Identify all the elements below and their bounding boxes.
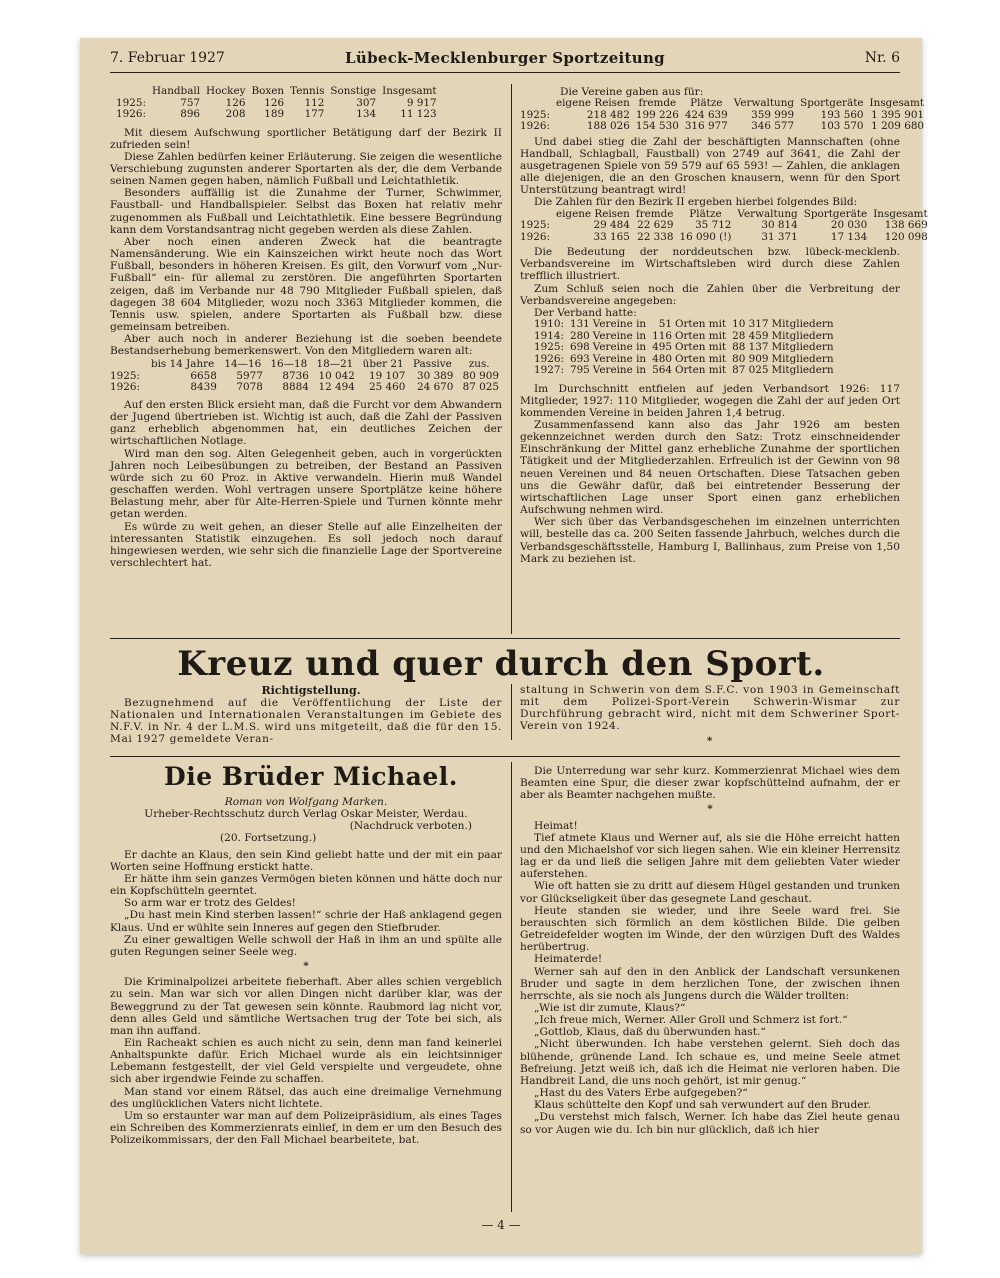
- paragraph: Klaus schüttelte den Kopf und sah verwundert auf den Bruder.: [534, 1099, 871, 1112]
- table-cell: 88 137: [732, 341, 769, 354]
- table-cell: 564: [652, 364, 672, 377]
- table-header-cell: Boxen: [251, 85, 285, 97]
- table-cell: 1926:: [116, 108, 146, 120]
- table-cell: 80 909: [462, 369, 499, 382]
- table-cell: Orten mit: [674, 341, 727, 354]
- sport-members-table: [116, 86, 440, 121]
- table-cell: 199 226: [635, 108, 679, 121]
- table-header-cell: Verwaltung: [733, 97, 795, 110]
- table-header-cell: bis 14 Jahre: [150, 358, 215, 371]
- paragraph: Tief atmete Klaus und Werner auf, als sie die Höhe erreicht hatten und den Michaelshof vor sich liegen sahen. Wie ein kleiner Herrensitz lag er da und ließ die seligen Jahre mit dem geliebten Vater wieder auferstehen.: [520, 831, 900, 881]
- table-cell: 1925:: [110, 369, 140, 382]
- table-cell: 1927:: [534, 364, 564, 377]
- table-header-cell: Hockey: [206, 85, 246, 97]
- table-cell: 35 712: [695, 219, 732, 232]
- table-cell: Vereine in: [592, 341, 647, 354]
- table-cell: 16 090 (!): [679, 230, 732, 243]
- header-title: Lübeck-Mecklenburger Sportzeitung: [345, 49, 665, 67]
- paragraph: Zum Schluß seien noch die Zahlen über die Verbreitung der Verbandsvereine angegeben:: [520, 282, 900, 307]
- table-cell: 10 317: [732, 318, 769, 331]
- table-row: [110, 382, 502, 394]
- table-cell: 131: [569, 318, 590, 331]
- table-cell: 33 165: [593, 230, 630, 243]
- table-cell: Mitgliedern: [771, 352, 834, 365]
- paragraph: Diese Zahlen bedürfen keiner Erläuterung. Sie zeigen die wesentliche Verschiebung zugunsten anderer Sportarten als der, die dem Verbande seinen Namen gegen haben, nämlich Fußball und Leichtathletik.: [110, 150, 502, 188]
- table-cell: 24 670: [417, 381, 454, 394]
- table-cell: 87 025: [732, 364, 769, 377]
- paragraph: Besonders auffällig ist die Zunahme der Turner, Schwimmer, Faustball- und Handballspieler. Selbst das Boxen hat relativ mehr zugenommen als Fußball und Leichtathletik. Eine bessere Begründung kann dem Vorstandsantrag nicht gegeben werden als diese Zahlen.: [110, 187, 502, 236]
- table-cell: 1910:: [534, 318, 564, 331]
- column-divider-novel: [511, 762, 512, 1212]
- table-header-cell: 16—18: [270, 358, 308, 371]
- table-row: [520, 220, 931, 232]
- separator-star: *: [303, 960, 309, 973]
- novel-reprint: (Nachdruck verboten.): [349, 820, 472, 833]
- table-cell: 120 098: [884, 230, 928, 243]
- table-cell: 116: [652, 329, 672, 342]
- table-row: [116, 109, 440, 121]
- paragraph: Bezugnehmend auf die Veröffentlichung der Liste der Nationalen und Internationalen Veranstaltungen im Gebiete des N.F.V. in Nr. 4 der L.M.S. wird uns mitgeteilt, daß die für den 15. Mai 1927 gemeldete Veran-: [110, 697, 502, 746]
- header-date: 7. Februar 1927: [110, 50, 225, 66]
- paragraph: Zusammenfassend kann also das Jahr 1926 am besten gekennzeichnet werden durch den Satz: Trotz einschneidender Einschränkung der Mittel ganz erhebliche Zunahme der sportlichen Tätigkeit und der Mitgliederzahlen. Erfreulich ist der Gewinn von 98 neuen Vereinen und 84 neuen Ortschaften. Diese Tatsachen geben uns die Gewähr dafür, daß bei eintretender Besserung der wirtschaftlichen Lage unser Sport einen ganz erheblichen Aufschwung nehmen wird.: [520, 419, 900, 517]
- table-header-cell: fremde: [635, 207, 674, 220]
- table-cell: 1926:: [520, 230, 550, 243]
- paragraph: Werner sah auf den in den Anblick der Landschaft versunkenen Bruder und sagte in dem herzlichen Tone, der zwischen ihnen herrschte, als sie noch als Jungens durch die Wälder trollten:: [520, 965, 900, 1002]
- table-cell: 29 484: [593, 219, 630, 232]
- notice-title: Richtigstellung.: [261, 684, 361, 697]
- page-header: [110, 50, 900, 73]
- table-cell: Vereine in: [592, 364, 647, 377]
- novel-copyright: Urheber-Rechtsschutz durch Verlag Oskar Meister, Werdau.: [144, 808, 468, 821]
- table-header-cell: Sportgeräte: [800, 97, 864, 110]
- table-header-cell: Sportgeräte: [803, 207, 868, 220]
- paragraph: Die Bedeutung der norddeutschen bzw. lübeck-mecklenb. Verbandsvereine im Wirtschaftsleben wird durch diese Zahlen trefflich illustriert.: [520, 246, 900, 283]
- novel-right-column: [520, 765, 900, 1136]
- paragraph: Die Kriminalpolizei arbeitete fieberhaft. Aber alles schien vergeblich zu sein. Man war sich vor allen Dingen nicht darüber klar, was der Beweggrund zu der Tat gewesen sein könnte. Raubmord lag nicht vor, denn alles Geld und sämtliche Wertsachen trug der Tote bei sich, als man ihn auffand.: [110, 976, 502, 1037]
- paragraph: „Du verstehst mich falsch, Werner. Ich habe das Ziel heute genau so vor Augen wie du. Ich bin nur glücklich, daß ich hier: [520, 1111, 900, 1136]
- table-cell: Mitgliedern: [771, 341, 834, 354]
- table-cell: 8736: [282, 369, 309, 382]
- table-header-cell: über 21: [362, 358, 404, 371]
- table-cell: 1926:: [520, 120, 550, 133]
- column-divider-top: [511, 84, 512, 634]
- table-cell: Mitgliedern: [771, 364, 834, 377]
- paragraph: Die Zahlen für den Bezirk II ergeben hierbei folgendes Bild:: [534, 196, 858, 209]
- association-table: [534, 319, 837, 377]
- table-cell: 112: [304, 96, 325, 109]
- paragraph: Und dabei stieg die Zahl der beschäftigten Mannschaften (ohne Handball, Schlagball, Faustball) von 2749 auf 3641, die Zahl der ausgetragenen Spiele von 59 579 auf 65 593! — Zahlen, die anklagen alle diejenigen, die an den Groschen knausern, wenn für den Sport Unterstützung beantragt wird!: [520, 135, 900, 197]
- table-cell: 424 639: [684, 108, 728, 121]
- table-cell: 693: [569, 352, 590, 365]
- table-cell: 25 460: [369, 381, 406, 394]
- paragraph: Wie oft hatten sie zu dritt auf diesem Hügel gestanden und trunken vor Glückseligkeit über das gesegnete Land geschaut.: [520, 880, 900, 905]
- table-header-cell: fremde: [638, 97, 677, 110]
- table-cell: 51: [658, 318, 672, 331]
- table-header-cell: Insgesamt: [869, 97, 925, 110]
- table-cell: 218 482: [586, 108, 630, 121]
- district-table: [520, 209, 931, 244]
- table-cell: 22 629: [637, 219, 674, 232]
- section-rule: [110, 638, 900, 639]
- table-cell: 280: [569, 329, 590, 342]
- paragraph: Um so erstaunter war man auf dem Polizeipräsidium, als eines Tages ein Schreiben des Kommerzienrats einlief, in dem er um den Besuch des Polizeikommissars, der den Fall Michael bearbeitete, bat.: [110, 1109, 502, 1147]
- table-cell: 126: [225, 96, 246, 109]
- table-cell: 20 030: [830, 219, 868, 232]
- table-header-row: [520, 98, 927, 110]
- header-issue: Nr. 6: [864, 50, 900, 66]
- separator-star: *: [706, 734, 714, 747]
- table-cell: 30 389: [417, 369, 454, 382]
- table-cell: 10 042: [318, 369, 355, 382]
- notice-left: [110, 697, 502, 746]
- paragraph: Heute standen sie wieder, und ihre Seele ward frei. Sie berauschten sich förmlich an dem köstlichen Bilde. Die gelben Getreidefelder wogten im Winde, der den würzigen Duft des Waldes herübertrug.: [520, 904, 900, 954]
- table-cell: Orten mit: [674, 352, 727, 365]
- table-cell: 307: [356, 96, 377, 109]
- paragraph: „Ich freue mich, Werner. Aller Groll und Schmerz ist fort.“: [534, 1014, 848, 1027]
- table-cell: 8884: [282, 381, 309, 394]
- table-cell: 134: [356, 108, 377, 120]
- table-cell: 1925:: [520, 108, 550, 121]
- table-cell: Vereine in: [592, 318, 647, 331]
- paragraph: Heimat!: [534, 819, 578, 832]
- table-cell: 80 909: [732, 352, 769, 365]
- paragraph: „Wie ist dir zumute, Klaus?“: [534, 1001, 686, 1014]
- novel-right-text: [520, 765, 900, 1136]
- paragraph: Der Verband hatte:: [534, 306, 637, 319]
- column-divider-notice: [511, 684, 512, 740]
- table-cell: 188 026: [586, 120, 630, 133]
- paragraph: „Nicht überwunden. Ich habe verstehen gelernt. Sieh doch das blühende, grünende Land. Ich schaue es, und meine Seele atmet Befreiung. Jetzt weiß ich, daß ich die Heimat nie verloren haben. Die Handbreit Land, die uns noch gehört, ist mir genug.“: [520, 1038, 900, 1087]
- table-header-cell: [116, 86, 149, 98]
- paragraph: Wird man den sog. Alten Gelegenheit geben, auch in vorgerückten Jahren noch Leibesübungen zu betreiben, der Bestand an Passiven würde sich zu 60 Proz. in Aktive verwandeln. Hierin muß Wandel geschaffen werden. Wohl vertragen unsere Sportplätze keine höhere Belastung mehr, aber für Alte-Herren-Spiele und Turnen könnte mehr getan werden.: [110, 447, 502, 521]
- paragraph: Es würde zu weit gehen, an dieser Stelle auf alle Einzelheiten der interessanten Statistik einzugehen. Es soll jedoch noch darauf hingewiesen werden, wie sehr sich die finanzielle Lage der Sportvereine verschlechtert hat.: [110, 520, 502, 569]
- table-cell: 138 669: [884, 219, 928, 232]
- table-cell: Orten mit: [674, 318, 727, 331]
- table-cell: 154 530: [635, 120, 679, 133]
- table-header-cell: Verwaltung: [737, 207, 798, 220]
- table-cell: 12 494: [318, 381, 355, 394]
- table-cell: Vereine in: [592, 329, 647, 342]
- paragraph: Mit diesem Aufschwung sportlicher Betätigung darf der Bezirk II zufrieden sein!: [110, 126, 502, 151]
- table-cell: 896: [180, 108, 201, 120]
- table-cell: 103 570: [820, 120, 864, 133]
- table-header-cell: eigene Reisen: [555, 97, 630, 110]
- novel-rule: [110, 756, 900, 757]
- table-cell: 1926:: [110, 381, 140, 394]
- table-cell: 5977: [236, 369, 263, 382]
- table-cell: 795: [569, 364, 590, 377]
- paragraph: Er hätte ihm sein ganzes Vermögen bieten können und hätte doch nur ein Kopfschütteln geerntet.: [110, 872, 502, 898]
- table-cell: 480: [652, 352, 672, 365]
- table-cell: Mitgliedern: [771, 318, 834, 331]
- table-cell: Orten mit: [674, 329, 727, 342]
- right-top-column: [520, 86, 928, 565]
- page-number: — 4 —: [481, 1218, 521, 1232]
- table-header-cell: Insgesamt: [873, 207, 928, 220]
- novel-left-column: [110, 796, 502, 1146]
- table-cell: 31 371: [761, 230, 798, 243]
- expenses-table: [520, 98, 927, 133]
- table-row: [520, 121, 927, 133]
- table-header-cell: Insgesamt: [382, 85, 437, 97]
- table-header-cell: Plätze: [689, 207, 722, 220]
- separator-star: *: [707, 803, 713, 816]
- table-cell: 757: [180, 96, 201, 109]
- paragraph: Aber auch noch in anderer Beziehung ist die soeben beendete Bestandserhebung bemerkenswert. Von den Mitgliedern waren alt:: [110, 333, 502, 358]
- paragraph: Auf den ersten Blick ersieht man, daß die Furcht vor dem Abwandern der Jugend übertrieben ist. Wichtig ist auch, daß die Zahl der Passiven ganz erheblich abgenommen hat, ein deutliches Zeichen der wirtschaftlichen Notlage.: [110, 398, 502, 448]
- table-header-cell: Handball: [151, 85, 201, 97]
- table-row: [534, 342, 837, 354]
- paragraph: So arm war er trotz des Geldes!: [124, 897, 296, 910]
- table-header-cell: 14—16: [224, 358, 262, 371]
- table-header-cell: 18—21: [316, 358, 354, 371]
- table-header-row: [116, 86, 440, 98]
- paragraph: „Gottlob, Klaus, daß du überwunden hast.“: [534, 1026, 766, 1039]
- paragraph: Im Durchschnitt entfielen auf jeden Verbandsort 1926: 117 Mitglieder, 1927: 110 Mitglieder, wogegen die Zahl der auf jeden Ort kommenden Vereine in beiden Jahren 1,4 betrug.: [520, 382, 900, 419]
- table-cell: 316 977: [684, 120, 728, 133]
- table-cell: 28 459: [732, 329, 769, 342]
- novel-left-text: [110, 849, 502, 1147]
- table-row: [534, 319, 837, 331]
- table-header-cell: zus.: [468, 358, 490, 371]
- table-cell: 346 577: [751, 120, 795, 133]
- paragraph: Ein Racheakt schien es auch nicht zu sein, denn man fand keinerlei Anhaltspunkte dafür. Erich Michael wurde als ein leichtsinniger Lebemann festgestellt, der viel Geld verspielte und vergeudete, ohne sich aber irgendwie Feinde zu schaffen.: [110, 1036, 502, 1086]
- table-header-cell: [520, 98, 553, 110]
- table-cell: 11 123: [400, 108, 437, 120]
- table-cell: 87 025: [462, 381, 499, 394]
- paragraph: Die Vereine gaben aus für:: [560, 86, 704, 98]
- table-header-cell: Tennis: [290, 85, 325, 97]
- table-row: [520, 232, 931, 244]
- table-header-cell: Plätze: [690, 97, 723, 110]
- left-top-column: [110, 86, 502, 569]
- paragraph: Zu einer gewaltigen Welle schwoll der Haß in ihm an und spülte alle guten Regungen seiner Seele weg.: [110, 933, 502, 958]
- age-table: [110, 359, 502, 394]
- table-cell: 1 395 901: [871, 108, 925, 121]
- notice-right: [520, 684, 900, 751]
- table-cell: 19 107: [369, 369, 406, 382]
- table-cell: Orten mit: [674, 364, 727, 377]
- paragraph: „Hast du des Vaters Erbe aufgegeben?“: [534, 1087, 748, 1100]
- novel-subtitle: Roman von Wolfgang Marken.: [224, 796, 388, 808]
- table-cell: 6658: [190, 369, 217, 382]
- table-cell: 17 134: [830, 230, 868, 243]
- section-headline: Kreuz und quer durch den Sport.: [177, 644, 825, 684]
- table-cell: 1926:: [534, 352, 564, 365]
- table-cell: 359 999: [751, 108, 795, 121]
- paragraph: staltung in Schwerin von dem S.F.C. von 1903 in Gemeinschaft mit dem Polizei-Sport-Verein Schwerin-Wismar zur Durchführung gebracht wird, nicht mit dem Schweriner Sport-Verein von 1924.: [520, 684, 900, 733]
- paragraph: Wer sich über das Verbandsgeschehen im einzelnen unterrichten will, bestelle das ca. 200 Seiten fassende Jahrbuch, welches durch die Verbandsgeschäftsstelle, Hamburg I, Ballinhaus, zum Preise von 1,50 Mark zu beziehen ist.: [520, 516, 900, 565]
- table-cell: Vereine in: [592, 352, 647, 365]
- paragraph: „Du hast mein Kind sterben lassen!“ schrie der Haß anklagend gegen Klaus. Und er wühlte sein Inneres auf gegen den Stiefbruder.: [110, 909, 502, 934]
- paragraph: Man stand vor einem Rätsel, das auch eine dreimalige Vernehmung des unglücklichen Vaters nicht lichtete.: [110, 1085, 502, 1110]
- table-cell: 495: [652, 341, 672, 354]
- table-header-cell: Sonstige: [330, 85, 377, 97]
- paragraph: Er dachte an Klaus, den sein Kind geliebt hatte und der mit ein paar Worten seine Hoffnung erstickt hatte.: [110, 848, 502, 873]
- paragraph: Aber noch einen anderen Zweck hat die beantragte Namensänderung. Wie ein Kainszeichen wirkt heute noch das Wort Fußball, besonders in höheren Kreisen. Es gilt, den Vorwurf vom „Nur-Fußball“ ein- für allemal zu zerstören. Die angeführten Sportarten zeigen, daß im Verbande nur 48 790 Mitglieder Fußball spielen, daß dagegen 38 604 Mitglieder, wozu noch 3363 Mitglieder kommen, die Tennis usw. spielen, andere Sportarten als Fußball bzw. diese gemeinsam betreiben.: [110, 235, 502, 333]
- paragraph: Heimaterde!: [534, 953, 603, 966]
- table-cell: 1914:: [534, 329, 564, 342]
- table-cell: 698: [569, 341, 590, 354]
- table-cell: 30 814: [761, 219, 798, 232]
- table-cell: 1 209 680: [871, 120, 925, 133]
- table-cell: 8439: [190, 381, 217, 394]
- table-header-cell: Passive: [413, 358, 452, 371]
- novel-title: Die Brüder Michael.: [164, 762, 458, 791]
- table-cell: 1925:: [116, 96, 146, 109]
- table-cell: 1925:: [534, 341, 564, 354]
- table-row: [534, 365, 837, 377]
- paragraph: Die Unterredung war sehr kurz. Kommerzienrat Michael wies dem Beamten eine Spur, die dieser zwar kopfschüttelnd aufnahm, der er aber als Beamter nachgehen mußte.: [520, 765, 900, 802]
- table-cell: 177: [304, 108, 325, 120]
- table-cell: 193 560: [820, 108, 864, 121]
- table-cell: 208: [225, 108, 246, 120]
- table-cell: 126: [264, 96, 285, 109]
- table-header-cell: eigene Reisen: [555, 207, 630, 220]
- table-cell: 22 338: [637, 230, 674, 243]
- table-cell: 1925:: [520, 219, 550, 232]
- table-cell: 189: [264, 108, 285, 120]
- table-cell: 7078: [236, 381, 263, 394]
- table-cell: Mitgliedern: [771, 329, 834, 342]
- table-cell: 9 917: [406, 96, 437, 109]
- novel-continuation: (20. Fortsetzung.): [220, 832, 317, 845]
